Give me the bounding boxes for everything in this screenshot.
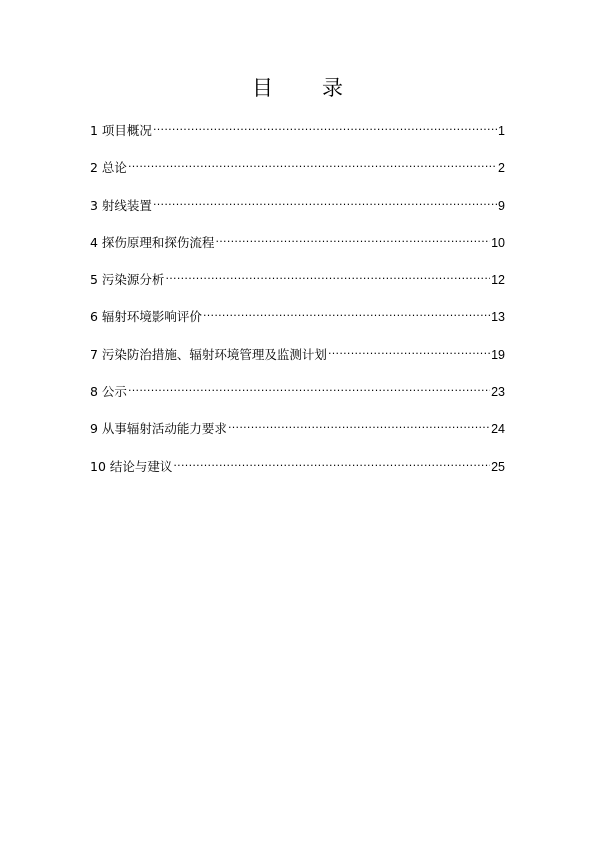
toc-entry-page: 1 bbox=[498, 124, 505, 138]
toc-dot-leader bbox=[228, 413, 490, 433]
toc-entry-label: 9 从事辐射活动能力要求 bbox=[90, 421, 227, 437]
toc-entry-page: 10 bbox=[491, 235, 505, 250]
toc-entry-page: 9 bbox=[498, 198, 505, 213]
toc-entry[interactable] bbox=[90, 152, 505, 189]
toc-dot-leader bbox=[215, 227, 490, 247]
toc-entry-label: 5 污染源分析 bbox=[90, 272, 165, 288]
toc-entry[interactable] bbox=[90, 413, 505, 450]
toc-entry[interactable] bbox=[90, 451, 505, 488]
toc-title: 目 录 bbox=[252, 76, 357, 100]
toc-entry-page: 23 bbox=[491, 385, 505, 400]
toc-dot-leader bbox=[128, 376, 490, 396]
toc-entry[interactable] bbox=[90, 190, 505, 227]
toc-entry[interactable] bbox=[90, 301, 505, 338]
toc-entry[interactable] bbox=[90, 339, 505, 376]
toc-entry-page: 25 bbox=[491, 459, 505, 474]
toc-entry-label: 7 污染防治措施、辐射环境管理及监测计划 bbox=[90, 346, 327, 362]
toc-entry[interactable] bbox=[90, 227, 505, 264]
toc-dot-leader bbox=[203, 301, 490, 321]
toc-dot-leader bbox=[153, 115, 497, 135]
toc-dot-leader bbox=[173, 451, 490, 471]
toc-entry-label: 3 射线装置 bbox=[90, 197, 152, 213]
toc-entry-page: 12 bbox=[491, 273, 505, 288]
table-of-contents bbox=[90, 115, 505, 488]
toc-entry-label: 6 辐射环境影响评价 bbox=[90, 309, 202, 325]
toc-entry-page: 19 bbox=[491, 347, 505, 362]
toc-entry-label: 10 结论与建议 bbox=[90, 458, 173, 474]
toc-dot-leader bbox=[153, 190, 497, 210]
toc-entry-label: 2 总论 bbox=[90, 160, 127, 176]
toc-entry[interactable] bbox=[90, 264, 505, 301]
toc-entry[interactable] bbox=[90, 115, 505, 152]
toc-dot-leader bbox=[165, 264, 490, 284]
toc-entry-label: 4 探伤原理和探伤流程 bbox=[90, 234, 215, 250]
toc-entry-page: 24 bbox=[491, 422, 505, 437]
toc-entry-page: 13 bbox=[491, 310, 505, 325]
toc-entry[interactable] bbox=[90, 376, 505, 413]
toc-dot-leader bbox=[128, 152, 497, 172]
toc-entry-page: 2 bbox=[498, 161, 505, 176]
toc-dot-leader bbox=[328, 339, 490, 359]
toc-entry-label: 1 项目概况 bbox=[90, 123, 152, 138]
toc-entry-label: 8 公示 bbox=[90, 384, 127, 400]
